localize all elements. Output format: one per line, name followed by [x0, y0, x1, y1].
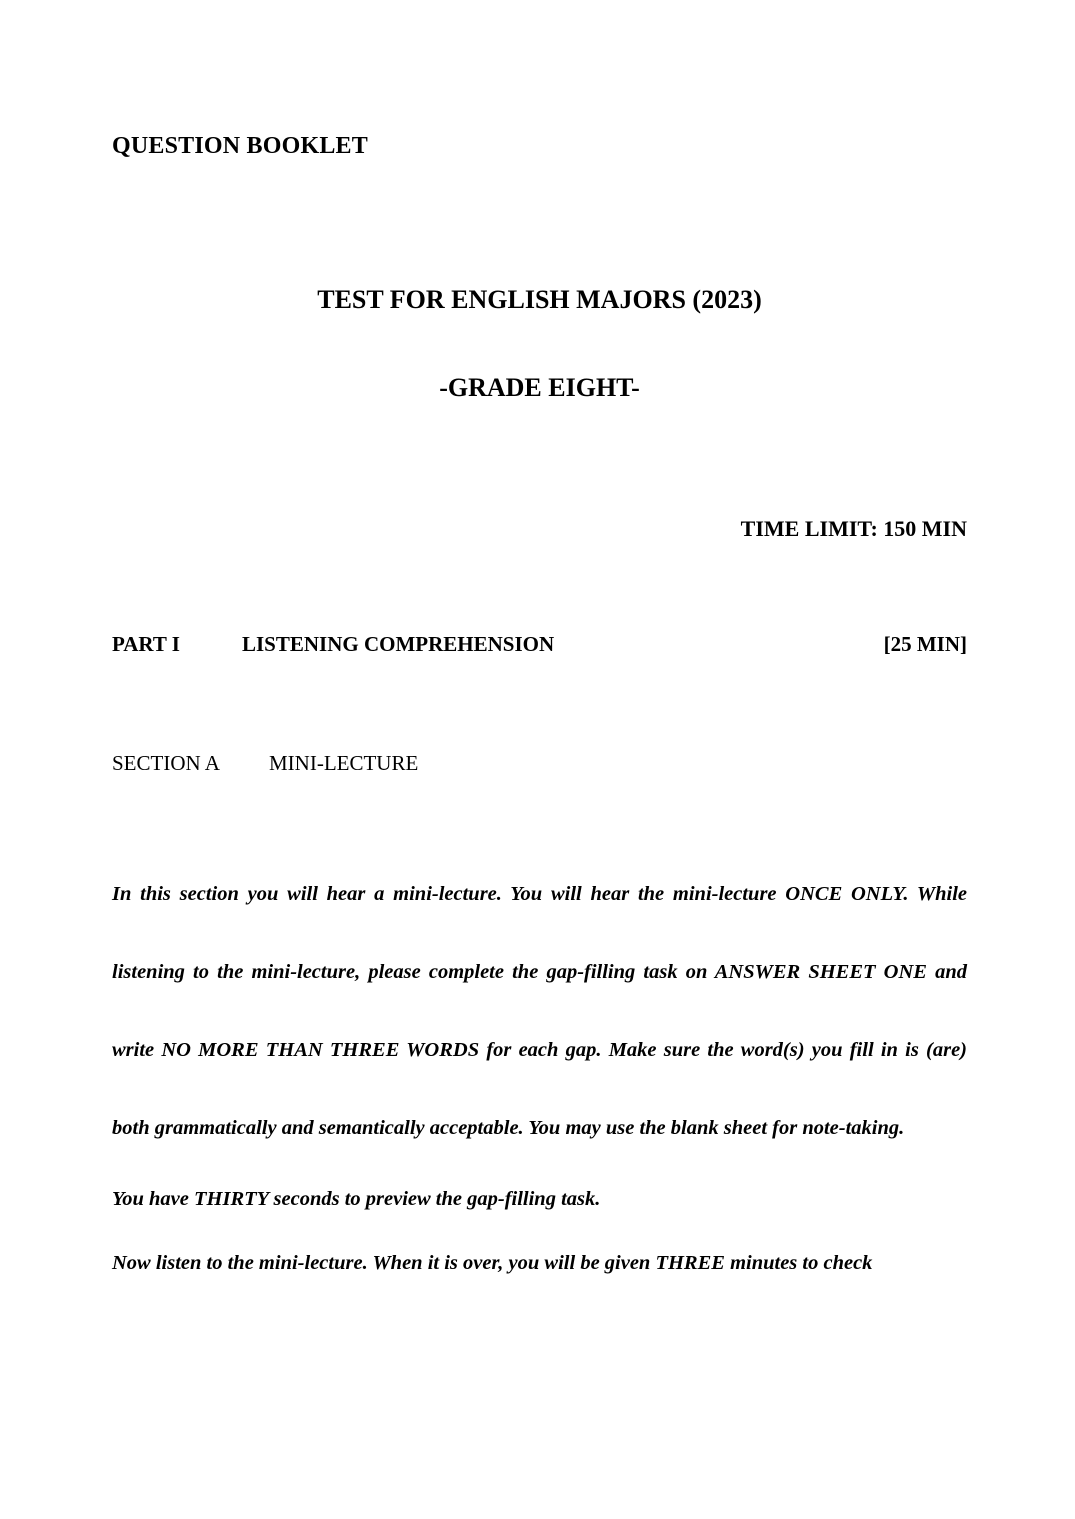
part-number: PART I	[112, 632, 180, 656]
part-time-allocation: [25 MIN]	[883, 632, 967, 656]
part-name: LISTENING COMPREHENSION	[242, 632, 555, 656]
section-name: MINI-LECTURE	[269, 751, 419, 775]
page-subtitle: -GRADE EIGHT-	[439, 373, 640, 402]
instruction-paragraph-2: You have THIRTY seconds to preview the gap-filling task.	[112, 1188, 601, 1210]
time-limit-label: TIME LIMIT: 150 MIN	[740, 516, 967, 541]
instruction-paragraph-1: In this section you will hear a mini-lecture. You will hear the mini-lecture ONCE ONLY. While listening to the mini-lecture, please complete the gap-filling task on ANSWER SHEET ONE and write NO MORE THAN THREE WORDS for each gap. Make sure the word(s) you fill in is (are) both grammatically and semantically acceptable. You may use the blank sheet for note-taking.	[112, 883, 967, 1139]
page-title: TEST FOR ENGLISH MAJORS (2023)	[317, 285, 762, 314]
instruction-paragraph-3: Now listen to the mini-lecture. When it is over, you will be given THREE minutes to check	[112, 1252, 873, 1274]
section-label: SECTION A	[112, 751, 220, 775]
page-content	[112, 0, 967, 1519]
instructions-block	[112, 855, 967, 1295]
booklet-label: QUESTION BOOKLET	[112, 133, 368, 159]
